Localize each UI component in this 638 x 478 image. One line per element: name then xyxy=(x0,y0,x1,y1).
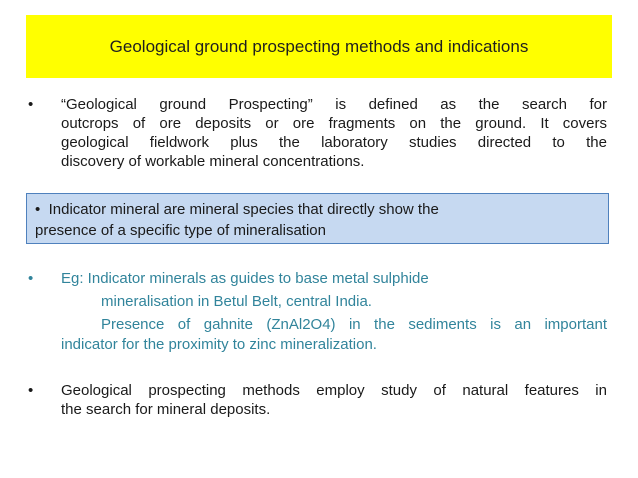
bullet-3-line-2: the search for mineral deposits. xyxy=(61,401,271,418)
example-line-2: mineralisation in Betul Belt, central India. xyxy=(101,293,372,310)
box-line-2: presence of a specific type of mineralisation xyxy=(35,222,326,239)
bullet-marker: • xyxy=(35,201,41,218)
example-line-3: Presence of gahnite (ZnAl2O4) in the sediments is an important xyxy=(101,316,607,333)
example-line-1: Eg: Indicator minerals as guides to base metal sulphide xyxy=(61,270,429,287)
box-text-1: Indicator mineral are mineral species that directly show the xyxy=(48,201,439,218)
bullet-1-line-3: geological fieldwork plus the laboratory studies directed to the xyxy=(61,134,607,151)
title-bar xyxy=(26,15,612,78)
box-line-1 xyxy=(35,201,439,218)
bullet-marker: • xyxy=(28,96,34,113)
bullet-marker: • xyxy=(28,270,34,287)
bullet-1-line-1: “Geological ground Prospecting” is defined as the search for xyxy=(61,96,607,113)
indicator-mineral-box xyxy=(26,193,609,244)
bullet-marker: • xyxy=(28,382,34,399)
bullet-1-line-4: discovery of workable mineral concentrations. xyxy=(61,153,365,170)
slide-title: Geological ground prospecting methods and indications xyxy=(109,36,529,56)
bullet-1-line-2: outcrops of ore deposits or ore fragments on the ground. It covers xyxy=(61,115,607,132)
bullet-3-line-1: Geological prospecting methods employ study of natural features in xyxy=(61,382,607,399)
example-line-4: indicator for the proximity to zinc mineralization. xyxy=(61,336,377,353)
